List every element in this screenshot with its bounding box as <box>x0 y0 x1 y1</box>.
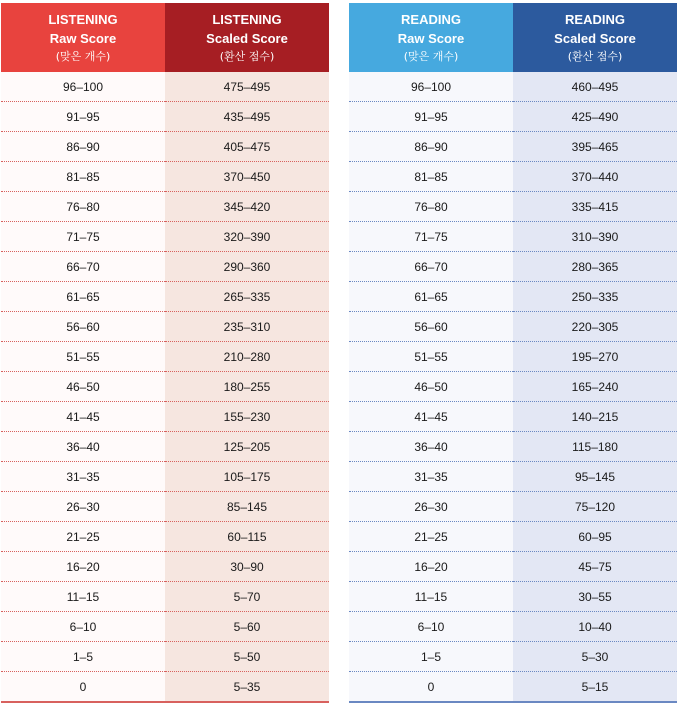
reading-raw-header-title: READING <box>401 12 461 27</box>
reading-raw-score-cell: 31–35 <box>349 462 513 492</box>
reading-raw-score-cell: 76–80 <box>349 192 513 222</box>
listening-raw-score-cell: 26–30 <box>1 492 165 522</box>
listening-scaled-score-cell: 435–495 <box>165 102 329 132</box>
reading-raw-score-cell: 66–70 <box>349 252 513 282</box>
listening-table-row <box>1 372 329 402</box>
reading-scaled-score-cell: 335–415 <box>513 192 677 222</box>
reading-scaled-score-cell: 220–305 <box>513 312 677 342</box>
reading-table-row <box>349 222 677 252</box>
reading-table-row <box>349 402 677 432</box>
reading-raw-score-cell: 26–30 <box>349 492 513 522</box>
listening-raw-header-subtitle: Raw Score <box>49 31 117 46</box>
listening-table-row <box>1 162 329 192</box>
reading-table-row <box>349 552 677 582</box>
reading-scaled-score-header <box>513 3 677 72</box>
reading-scaled-score-cell: 140–215 <box>513 402 677 432</box>
reading-table-row <box>349 432 677 462</box>
reading-raw-score-cell: 16–20 <box>349 552 513 582</box>
reading-scaled-score-cell: 165–240 <box>513 372 677 402</box>
reading-raw-score-cell: 1–5 <box>349 642 513 672</box>
reading-table-row <box>349 462 677 492</box>
listening-raw-score-cell: 56–60 <box>1 312 165 342</box>
listening-table-row <box>1 522 329 552</box>
reading-scaled-header-subtitle: Scaled Score <box>554 31 636 46</box>
reading-table-row <box>349 522 677 552</box>
reading-raw-score-header <box>349 3 513 72</box>
listening-table-row <box>1 342 329 372</box>
reading-table-row <box>349 282 677 312</box>
listening-raw-score-cell: 96–100 <box>1 72 165 102</box>
listening-raw-score-cell: 31–35 <box>1 462 165 492</box>
reading-raw-score-cell: 56–60 <box>349 312 513 342</box>
listening-score-table <box>1 3 329 703</box>
listening-raw-score-cell: 16–20 <box>1 552 165 582</box>
listening-scaled-score-cell: 125–205 <box>165 432 329 462</box>
listening-raw-score-header <box>1 3 165 72</box>
listening-scaled-score-cell: 370–450 <box>165 162 329 192</box>
listening-raw-score-cell: 36–40 <box>1 432 165 462</box>
reading-raw-score-cell: 36–40 <box>349 432 513 462</box>
reading-scaled-header-title: READING <box>565 12 625 27</box>
reading-table-row <box>349 372 677 402</box>
reading-table-row <box>349 252 677 282</box>
reading-scaled-score-cell: 45–75 <box>513 552 677 582</box>
listening-scaled-score-cell: 475–495 <box>165 72 329 102</box>
listening-scaled-score-cell: 235–310 <box>165 312 329 342</box>
listening-table-row <box>1 312 329 342</box>
listening-raw-score-cell: 61–65 <box>1 282 165 312</box>
reading-scaled-score-cell: 75–120 <box>513 492 677 522</box>
listening-raw-score-cell: 76–80 <box>1 192 165 222</box>
listening-scaled-score-cell: 290–360 <box>165 252 329 282</box>
listening-table-row <box>1 72 329 102</box>
listening-table-row <box>1 492 329 522</box>
reading-scaled-score-cell: 310–390 <box>513 222 677 252</box>
listening-scaled-score-cell: 155–230 <box>165 402 329 432</box>
reading-raw-score-cell: 61–65 <box>349 282 513 312</box>
reading-scaled-score-cell: 60–95 <box>513 522 677 552</box>
listening-raw-header-note: (맞은 개수) <box>55 50 111 63</box>
listening-raw-score-cell: 0 <box>1 672 165 703</box>
listening-table-row <box>1 462 329 492</box>
listening-scaled-score-cell: 405–475 <box>165 132 329 162</box>
listening-scaled-score-cell: 265–335 <box>165 282 329 312</box>
listening-scaled-score-cell: 105–175 <box>165 462 329 492</box>
reading-table-row <box>349 312 677 342</box>
listening-header-row <box>1 3 329 72</box>
listening-table-row <box>1 132 329 162</box>
reading-table-row <box>349 582 677 612</box>
listening-raw-score-cell: 51–55 <box>1 342 165 372</box>
reading-scaled-score-cell: 460–495 <box>513 72 677 102</box>
listening-raw-score-cell: 21–25 <box>1 522 165 552</box>
reading-raw-score-cell: 11–15 <box>349 582 513 612</box>
listening-table-row <box>1 582 329 612</box>
reading-raw-score-cell: 46–50 <box>349 372 513 402</box>
listening-raw-score-cell: 11–15 <box>1 582 165 612</box>
listening-raw-score-cell: 6–10 <box>1 612 165 642</box>
listening-table-row <box>1 192 329 222</box>
reading-table-row <box>349 612 677 642</box>
listening-scaled-score-cell: 210–280 <box>165 342 329 372</box>
listening-scaled-header-note: (환산 점수) <box>219 50 275 63</box>
reading-scaled-header-note: (환산 점수) <box>567 50 623 63</box>
listening-scaled-score-cell: 5–35 <box>165 672 329 703</box>
reading-table-row <box>349 492 677 522</box>
reading-raw-score-cell: 91–95 <box>349 102 513 132</box>
reading-raw-score-cell: 86–90 <box>349 132 513 162</box>
reading-raw-score-cell: 96–100 <box>349 72 513 102</box>
listening-raw-score-cell: 41–45 <box>1 402 165 432</box>
reading-scaled-score-cell: 95–145 <box>513 462 677 492</box>
listening-raw-header-title: LISTENING <box>48 12 118 27</box>
reading-raw-header-subtitle: Raw Score <box>397 31 465 46</box>
reading-table-row <box>349 102 677 132</box>
reading-scaled-score-cell: 195–270 <box>513 342 677 372</box>
listening-raw-score-cell: 91–95 <box>1 102 165 132</box>
listening-table-row <box>1 102 329 132</box>
reading-raw-score-cell: 6–10 <box>349 612 513 642</box>
reading-scaled-score-cell: 250–335 <box>513 282 677 312</box>
reading-scaled-score-cell: 370–440 <box>513 162 677 192</box>
reading-raw-score-cell: 71–75 <box>349 222 513 252</box>
reading-table-row <box>349 642 677 672</box>
reading-score-table <box>349 3 677 703</box>
reading-table-row <box>349 342 677 372</box>
reading-scaled-score-cell: 425–490 <box>513 102 677 132</box>
reading-table-row <box>349 672 677 703</box>
reading-raw-score-cell: 51–55 <box>349 342 513 372</box>
reading-header-row <box>349 3 677 72</box>
listening-table-row <box>1 432 329 462</box>
listening-scaled-score-cell: 85–145 <box>165 492 329 522</box>
listening-scaled-header-title: LISTENING <box>212 12 282 27</box>
listening-table-row <box>1 282 329 312</box>
reading-scaled-score-cell: 10–40 <box>513 612 677 642</box>
listening-raw-score-cell: 66–70 <box>1 252 165 282</box>
reading-raw-score-cell: 41–45 <box>349 402 513 432</box>
reading-raw-header-note: (맞은 개수) <box>403 50 459 63</box>
listening-raw-score-cell: 1–5 <box>1 642 165 672</box>
reading-scaled-score-cell: 5–15 <box>513 672 677 703</box>
listening-table-row <box>1 402 329 432</box>
listening-scaled-score-cell: 320–390 <box>165 222 329 252</box>
listening-scaled-score-cell: 30–90 <box>165 552 329 582</box>
listening-scaled-score-header <box>165 3 329 72</box>
reading-table-row <box>349 72 677 102</box>
reading-scaled-score-cell: 30–55 <box>513 582 677 612</box>
listening-raw-score-cell: 86–90 <box>1 132 165 162</box>
listening-raw-score-cell: 71–75 <box>1 222 165 252</box>
reading-raw-score-cell: 81–85 <box>349 162 513 192</box>
listening-table-row <box>1 252 329 282</box>
listening-table-row <box>1 612 329 642</box>
listening-scaled-score-cell: 345–420 <box>165 192 329 222</box>
reading-table-row <box>349 162 677 192</box>
listening-table-row <box>1 552 329 582</box>
listening-table-row <box>1 222 329 252</box>
listening-table-row <box>1 672 329 703</box>
listening-table-row <box>1 642 329 672</box>
listening-scaled-score-cell: 60–115 <box>165 522 329 552</box>
listening-raw-score-cell: 81–85 <box>1 162 165 192</box>
listening-scaled-score-cell: 5–60 <box>165 612 329 642</box>
reading-scaled-score-cell: 5–30 <box>513 642 677 672</box>
reading-table-row <box>349 192 677 222</box>
listening-raw-score-cell: 46–50 <box>1 372 165 402</box>
reading-scaled-score-cell: 395–465 <box>513 132 677 162</box>
reading-scaled-score-cell: 115–180 <box>513 432 677 462</box>
listening-scaled-score-cell: 5–70 <box>165 582 329 612</box>
listening-scaled-score-cell: 5–50 <box>165 642 329 672</box>
reading-table-row <box>349 132 677 162</box>
reading-scaled-score-cell: 280–365 <box>513 252 677 282</box>
listening-scaled-score-cell: 180–255 <box>165 372 329 402</box>
reading-raw-score-cell: 21–25 <box>349 522 513 552</box>
reading-raw-score-cell: 0 <box>349 672 513 703</box>
listening-scaled-header-subtitle: Scaled Score <box>206 31 288 46</box>
